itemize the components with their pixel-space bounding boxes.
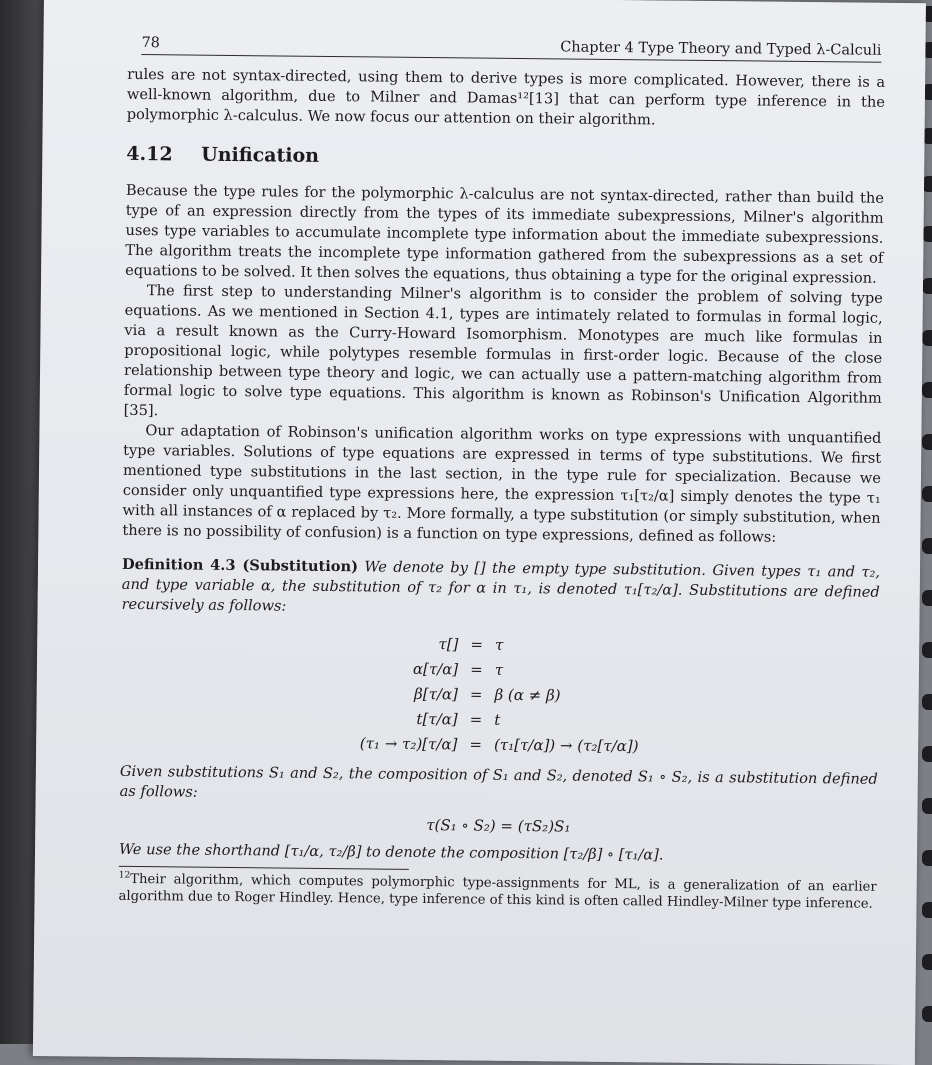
book-page [33,0,926,1065]
shorthand-text: We use the shorthand [τ₁/α, τ₂/β] to denote the composition [τ₂/β] ∘ [τ₁/α]. [118,840,664,864]
definition-label: Definition 4.3 (Substitution) [121,555,359,576]
equation-row [354,656,645,684]
equation-lhs: β[τ/α] [414,684,459,704]
equation-rel: = [469,685,483,704]
substitution-equations [354,631,646,759]
footnote-text: Their algorithm, which computes polymorphic type-assignments for ML, is a generalization of an earlier algorithm due to Roger Hindley. Hence, type inference of this kind is often called Hindley-Milner type inference. [118,871,877,912]
definition-block [122,555,881,623]
footnote-marker: 12 [118,870,131,881]
equation-lhs: (τ₁ → τ₂)[τ/α] [359,734,458,754]
equation-rhs: β (α ≠ β) [494,685,561,705]
equation-rel: = [470,635,484,654]
chapter-title: Chapter 4 Type Theory and Typed λ-Calculi [560,39,882,59]
equation-rel: = [469,735,483,754]
equation-lhs: α[τ/α] [412,659,459,679]
equation-row [355,631,646,659]
paragraph-2: The first step to understanding Milner's algorithm is to consider the problem of solving type equations. As we mentioned in Section 4.1, types are intimately related to formulas in formal logic, via a result known as the Curry-Howard Isomorphism. Monotypes are much like formulas in propositional logic, while polytypes resemble formulas in first-order logic. Because of the close relationship between type theory and logic, we can actually use a pattern-matching algorithm from formal logic to solve type equations. This algorithm is known as Robinson's Unification Algorithm [35]. [123,282,883,420]
intro-paragraph: rules are not syntax-directed, using them to derive types is more complicated. However, there is a well-known algorithm, due to Milner and Damas¹²[13] that can perform type inference in the polymorphic λ-calculus. We now focus our attention on their algorithm. [126,65,886,129]
equation-rel: = [469,710,483,729]
equation-row [354,681,645,709]
running-header [141,35,881,63]
equation-rel: = [470,660,483,679]
equation-lhs: t[τ/α] [416,709,458,729]
equation-row [354,731,645,759]
composition-text: Given substitutions S₁ and S₂, the composition of S₁ and S₂, denoted S₁ ∘ S₂, is a substitution defined as follows: [119,762,878,801]
footnote-rule [119,866,409,870]
section-title: Unification [201,143,320,167]
equation-rhs: τ [494,635,504,654]
composition-equation: τ(S₁ ∘ S₂) = (τS₂)S₁ [426,816,571,836]
equation-rhs: τ [494,660,504,679]
definition-text: We denote by [] the empty type substitution. Given types τ₁ and τ₂, and type variable α, the substitution of τ₂ for α in τ₁, is denoted τ₁[τ₂/α]. Substitutions are defined recursively as follows: [121,558,881,615]
section-number: 4.12 [126,142,173,166]
footnote [118,871,876,913]
equation-row [354,706,645,734]
equation-rhs: t [494,710,501,729]
paragraph-1: Because the type rules for the polymorphic λ-calculus are not syntax-directed, rather than build the type of an expression directly from the types of its immediate subexpressions, Milner's algorithm uses type variables to accumulate incomplete type information about the immediate subexpressions. The algorithm treats the incomplete type information gathered from the subexpressions as a set of equations to be solved. It then solves the equations, thus obtaining a type for the original expression. [125,181,884,287]
paragraph-3: Our adaptation of Robinson's unification algorithm works on type expressions with unquantified type variables. Solutions of type equations are expressed in terms of type substitutions. We first mentioned type substitutions in the last section, in the type rule for specialization. Because we consider only unquantified type expressions here, the expression τ₁[τ₂/α] simply denotes the type τ₁ with all instances of α replaced by τ₂. More formally, a type substitution (or simply substitution, when there is no possibility of confusion) is a function on type expressions, defined as follows: [122,422,882,546]
section-heading [126,143,884,173]
page-body [118,65,885,913]
equation-lhs: τ[] [438,635,459,654]
page-number: 78 [141,35,161,52]
equation-rhs: (τ₁[τ/α]) → (τ₂[τ/α]) [493,735,639,756]
